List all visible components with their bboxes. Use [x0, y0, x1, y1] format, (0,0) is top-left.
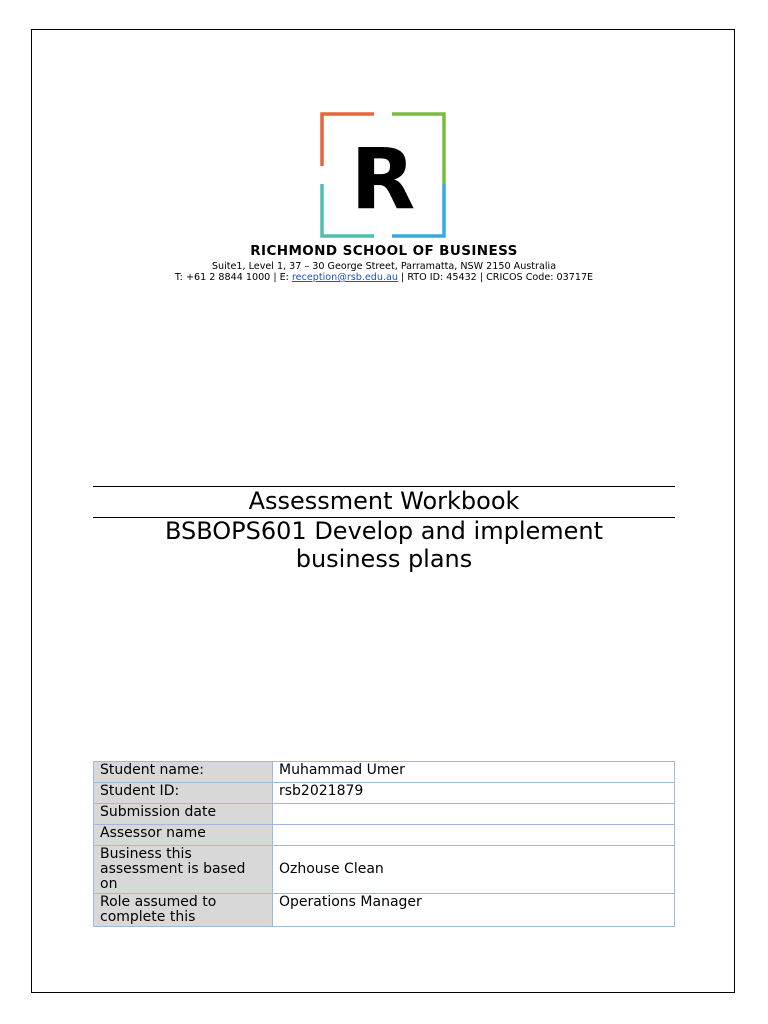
table-row — [94, 804, 675, 825]
assessor-name-label: Assessor name — [94, 825, 273, 846]
contact-phone: T: +61 2 8844 1000 | E: — [174, 272, 292, 283]
unit-title-line-1: BSBOPS601 Develop and implement — [164, 517, 604, 545]
role-label: Role assumed to complete this — [94, 894, 273, 927]
unit-title — [93, 517, 675, 573]
school-address: Suite1, Level 1, 37 – 30 George Street, Parramatta, NSW 2150 Australia — [211, 261, 557, 272]
role-value[interactable]: Operations Manager — [273, 894, 675, 927]
logo-letter: R — [350, 130, 416, 228]
table-row — [94, 762, 675, 783]
submission-date-value[interactable] — [273, 804, 675, 825]
school-contact — [0, 272, 768, 283]
student-details-table — [93, 761, 675, 927]
student-name-label: Student name: — [94, 762, 273, 783]
table-row — [94, 825, 675, 846]
unit-title-line-2: business plans — [295, 545, 473, 573]
student-name-value[interactable]: Muhammad Umer — [273, 762, 675, 783]
email-link[interactable]: reception@rsb.edu.au — [291, 272, 398, 283]
student-id-label: Student ID: — [94, 783, 273, 804]
contact-rto: | RTO ID: 45432 | CRICOS Code: 03717E — [398, 272, 594, 283]
document-type: Assessment Workbook — [248, 487, 520, 515]
business-value[interactable]: Ozhouse Clean — [273, 846, 675, 894]
submission-date-label: Submission date — [94, 804, 273, 825]
school-logo — [320, 112, 446, 238]
student-id-value[interactable]: rsb2021879 — [273, 783, 675, 804]
school-name: RICHMOND SCHOOL OF BUSINESS — [250, 243, 518, 259]
table-row — [94, 894, 675, 927]
business-label: Business this assessment is based on — [94, 846, 273, 894]
table-row — [94, 783, 675, 804]
assessor-name-value[interactable] — [273, 825, 675, 846]
table-row — [94, 846, 675, 894]
